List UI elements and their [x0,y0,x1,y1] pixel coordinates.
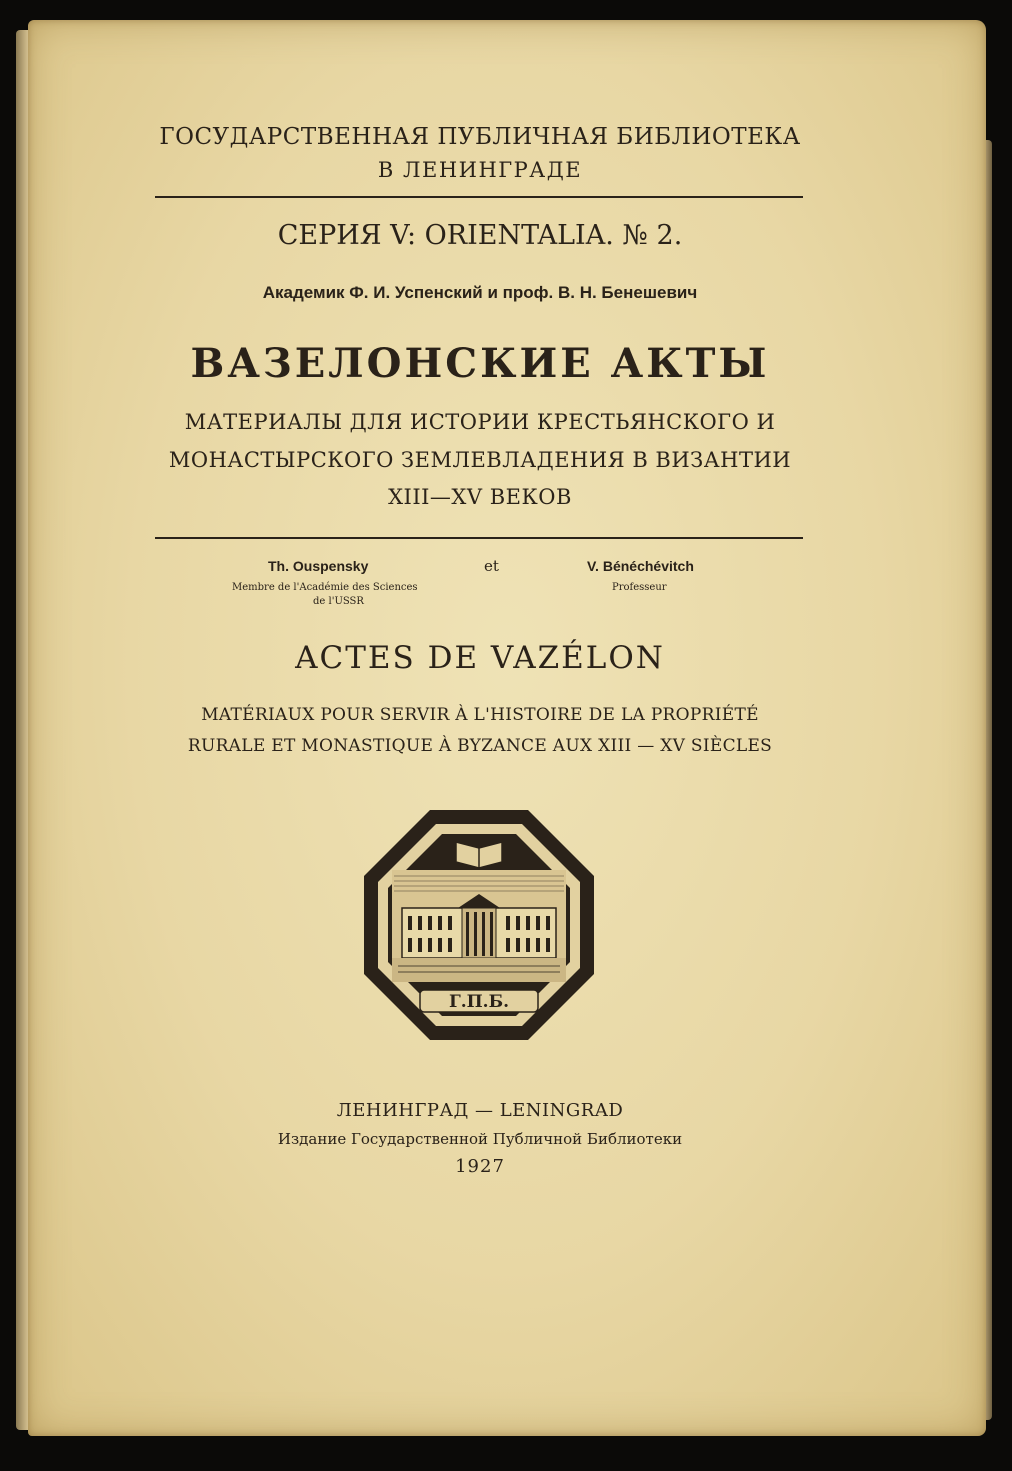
author1-name: Th. Ouspensky [268,558,369,574]
author2-role: Professeur [612,582,667,593]
authors-russian: Академик Ф. И. Успенский и проф. В. Н. Бенешевич [262,283,698,302]
author1-role-line2: de l'USSR [313,596,364,607]
imprint-publisher: Издание Государственной Публичной Библиотеки [277,1130,683,1148]
middle-rule [155,537,803,539]
subtitle-russian-line3: XIII—XV ВЕКОВ [388,485,572,509]
emblem-monogram: Г.П.Б. [448,992,510,1012]
author2-name: V. Bénéchévitch [587,558,694,574]
imprint-year: 1927 [455,1156,505,1177]
authors-conjunction: et [484,557,499,575]
header-rule [155,196,803,198]
library-name: ГОСУДАРСТВЕННАЯ ПУБЛИЧНАЯ БИБЛИОТЕКА [159,124,801,150]
subtitle-french-line2: RURALE ET MONASTIQUE À BYZANCE AUX XIII — XV SIÈCLES [187,736,773,756]
subtitle-russian-line2: МОНАСТЫРСКОГО ЗЕМЛЕВЛАДЕНИЯ В ВИЗАНТИИ [168,448,792,472]
library-building-emblem-icon [362,808,596,1042]
title-russian: ВАЗЕЛОНСКИЕ АКТЫ [190,340,770,387]
imprint-place: ЛЕНИНГРАД — LENINGRAD [336,1100,624,1121]
title-french: ACTES DE VAZÉLON [295,640,665,676]
author1-role-line1: Membre de l'Académie des Sciences [232,582,418,593]
library-city: В ЛЕНИНГРАДЕ [377,158,583,182]
series-label: СЕРИЯ V: ORIENTALIA. № 2. [277,220,683,251]
subtitle-french-line1: MATÉRIAUX POUR SERVIR À L'HISTOIRE DE LA PROPRIÉTÉ [201,705,759,725]
subtitle-russian-line1: МАТЕРИАЛЫ ДЛЯ ИСТОРИИ КРЕСТЬЯНСКОГО И [184,410,776,434]
